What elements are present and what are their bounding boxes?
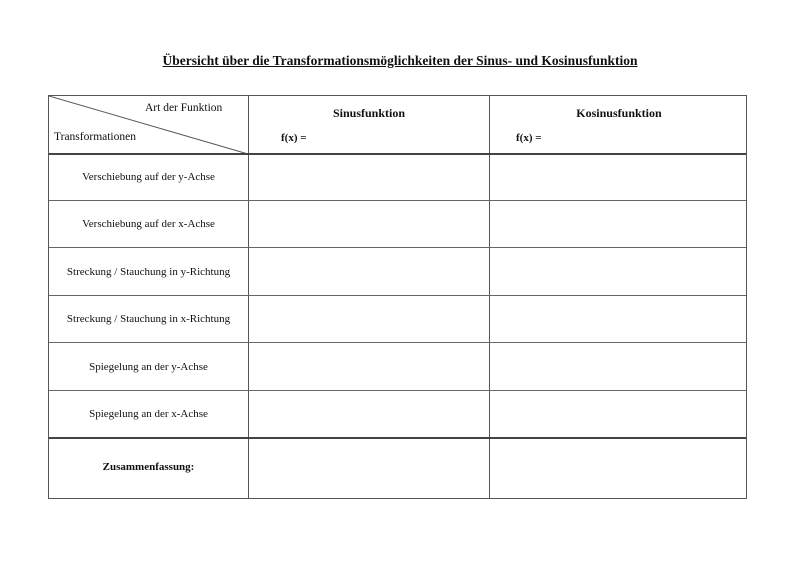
row-label-x-stretch: Streckung / Stauchung in x-Richtung	[66, 313, 231, 325]
cell-kosinus-x-stretch[interactable]	[490, 296, 748, 342]
corner-label-transformations: Transformationen	[54, 131, 136, 143]
cell-sinus-x-reflection[interactable]	[249, 391, 489, 437]
cell-kosinus-y-reflection[interactable]	[490, 343, 748, 390]
column-header-sinus: Sinusfunktion	[332, 106, 406, 120]
row-label-summary: Zusammenfassung:	[102, 461, 195, 473]
row-label-x-shift: Verschiebung auf der x-Achse	[82, 218, 215, 230]
kosinus-formula-label: f(x) =	[516, 132, 542, 144]
cell-kosinus-x-shift[interactable]	[490, 201, 748, 247]
cell-sinus-x-stretch[interactable]	[249, 296, 489, 342]
cell-kosinus-y-shift[interactable]	[490, 154, 748, 200]
cell-sinus-y-shift[interactable]	[249, 154, 489, 200]
cell-sinus-summary[interactable]	[249, 439, 489, 495]
row-label-y-shift: Verschiebung auf der y-Achse	[82, 171, 215, 183]
row-label-x-reflection: Spiegelung an der x-Achse	[89, 408, 208, 420]
cell-kosinus-summary[interactable]	[490, 439, 748, 495]
transformations-table	[48, 95, 747, 499]
column-header-kosinus: Kosinusfunktion	[576, 106, 662, 120]
row-label-y-stretch: Streckung / Stauchung in y-Richtung	[66, 265, 231, 278]
cell-sinus-y-reflection[interactable]	[249, 343, 489, 390]
document-title: Übersicht über die Transformationsmöglichkeiten der Sinus- und Kosinusfunktion	[162, 53, 638, 68]
cell-sinus-y-stretch[interactable]	[249, 248, 489, 295]
corner-label-function-type: Art der Funktion	[145, 102, 223, 114]
cell-sinus-x-shift[interactable]	[249, 201, 489, 247]
row-label-y-reflection: Spiegelung an der y-Achse	[89, 360, 208, 373]
cell-kosinus-x-reflection[interactable]	[490, 391, 748, 437]
cell-kosinus-y-stretch[interactable]	[490, 248, 748, 295]
sinus-formula-label: f(x) =	[281, 132, 307, 144]
